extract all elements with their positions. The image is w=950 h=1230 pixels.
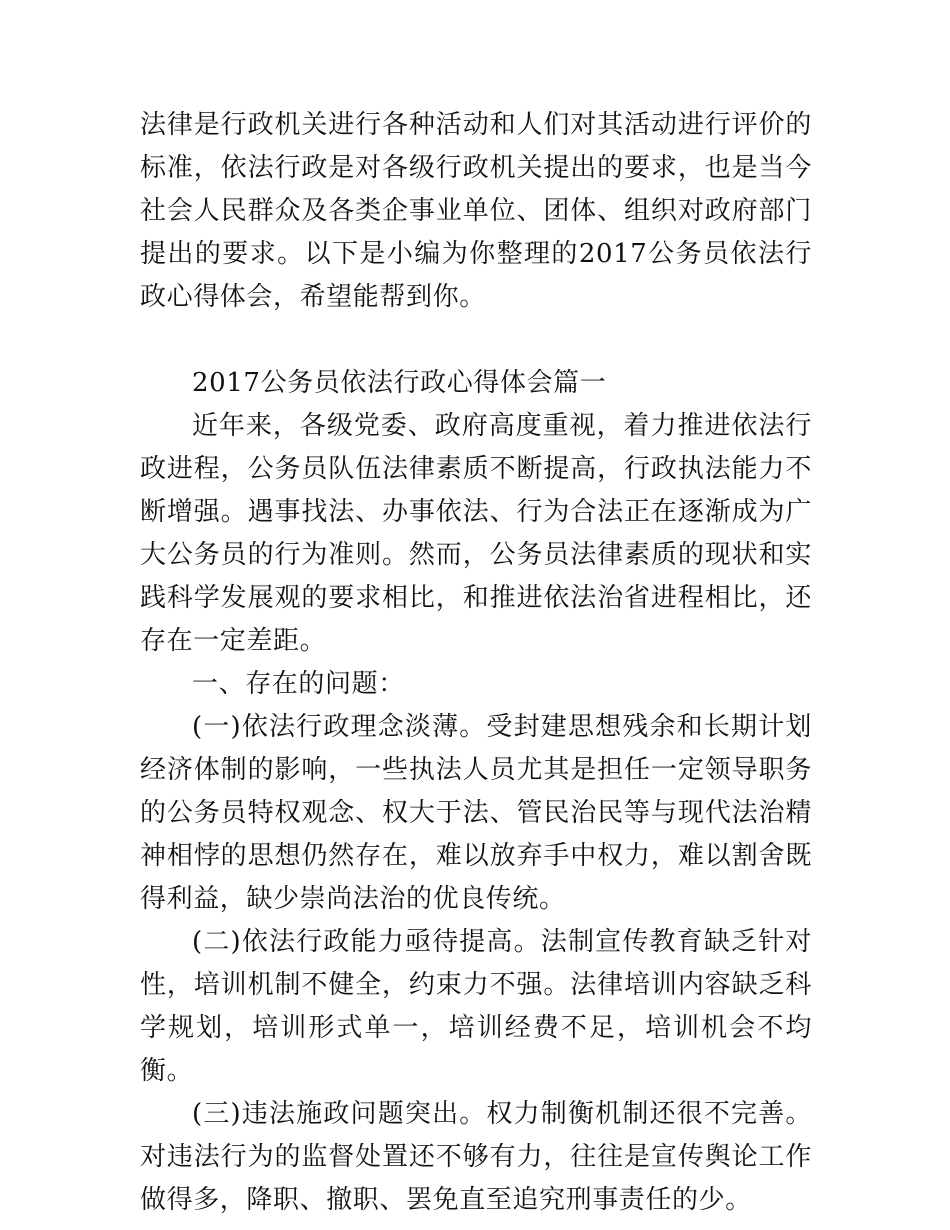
body-paragraph-1: 近年来，各级党委、政府高度重视，着力推进依法行政进程，公务员队伍法律素质不断提高，行政执法能力不断增强。遇事找法、办事依法、行为合法正在逐渐成为广大公务员的行为准则。然而，公务员法律素质的现状和实践科学发展观的要求相比，和推进依法治省进程相比，还存在一定差距。 — [140, 411, 812, 656]
issues-heading: 一、存在的问题： — [192, 669, 405, 699]
intro-paragraph: 法律是行政机关进行各种活动和人们对其活动进行评价的标准，依法行政是对各级行政机关提出的要求，也是当今社会人民群众及各类企事业单位、团体、组织对政府部门提出的要求。以下是小编为你整理的2017公务员依法行政心得体会，希望能帮到你。 — [140, 110, 812, 312]
document-body — [140, 104, 812, 1222]
body-paragraph-issue-3: (三)违法施政问题突出。权力制衡机制还很不完善。对违法行为的监督处置还不够有力，往往是宣传舆论工作做得多，降职、撤职、罢免直至追究刑事责任的少。 — [140, 1099, 812, 1215]
body-paragraph-issue-2: (二)依法行政能力亟待提高。法制宣传教育缺乏针对性，培训机制不健全，约束力不强。法律培训内容缺乏科学规划，培训形式单一，培训经费不足，培训机会不均衡。 — [140, 927, 812, 1086]
body-paragraph-issue-1: (一)依法行政理念淡薄。受封建思想残余和长期计划经济体制的影响，一些执法人员尤其是担任一定领导职务的公务员特权观念、权大于法、管民治民等与现代法治精神相悖的思想仍然存在，难以放弃手中权力，难以割舍既得利益，缺少崇尚法治的优良传统。 — [140, 712, 812, 914]
paragraph-gap — [140, 319, 812, 362]
section-title: 2017公务员依法行政心得体会篇一 — [192, 368, 607, 398]
